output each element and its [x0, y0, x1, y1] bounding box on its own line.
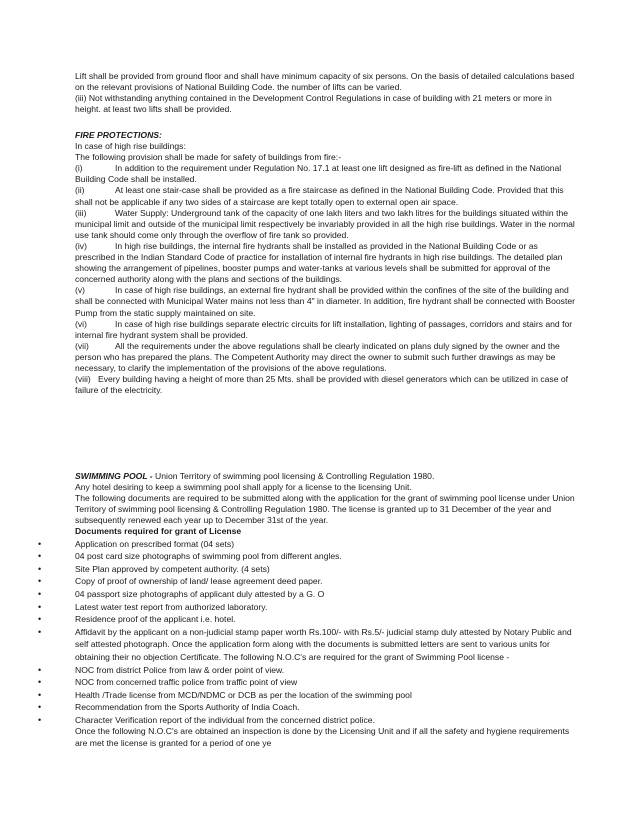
bullet-icon: •: [38, 576, 42, 587]
fire-provision-text: Every building having a height of more than 25 Mts. shall be provided with diesel generators which can be utilized in case of failure of the electricity.: [75, 374, 569, 396]
list-item: [38, 676, 575, 689]
bullet-icon: •: [38, 563, 42, 574]
document-item-text: 04 post card size photographs of swimming pool from different angles.: [75, 551, 342, 562]
fire-provision-text: In case of high rise buildings, an external fire hydrant shall be provided within the confines of the site of the building and shall be connected with Municipal Water mains not less than 4" in diameter. In addition, fire hydrant shall be connected with Booster Pump from the static supply maintained on site.: [75, 285, 576, 318]
fire-intro-line-2: The following provision shall be made for safety of buildings from fire:-: [75, 152, 342, 163]
document-item-text: Character Verification report of the individual from the concerned district police.: [75, 714, 375, 725]
fire-provision-number: (viii): [75, 374, 91, 385]
swimming-pool-heading: SWIMMING POOL -: [75, 471, 153, 481]
fire-provision-number: (v): [75, 285, 86, 296]
list-item: [38, 538, 575, 551]
bullet-icon: •: [38, 626, 42, 637]
bullet-icon: •: [38, 702, 42, 713]
fire-provision-item: [75, 163, 575, 185]
fire-protections-heading: FIRE PROTECTIONS:: [75, 130, 162, 140]
fire-provision-item: [75, 241, 575, 285]
fire-provision-text: Water Supply: Underground tank of the capacity of one lakh liters and two lakh litres for the buildings situated within the municipal limit and outside of the municipal limit respectively be invariably provided in all the high rise buildings. Water in the normal use tank should come only through the overflow of fire tank so provided.: [75, 207, 575, 240]
swimming-pool-closing: Once the following N.O.C's are obtained an inspection is done by the Licensing Unit and if all the safety and hygiene requirements are met the license is granted for a period of one ye: [75, 726, 570, 748]
lifts-paragraph-1: Lift shall be provided from ground floor and shall have minimum capacity of six persons. On the basis of detailed calculations based on the relevant provisions of National Building Code. the number of lifts can be varied.: [75, 71, 575, 93]
bullet-icon: •: [38, 677, 42, 688]
fire-provision-item: [75, 341, 575, 374]
swimming-pool-line-1: Any hotel desiring to keep a swimming pool shall apply for a license to the licensing Unit.: [75, 482, 412, 493]
fire-provision-number: (iv): [75, 240, 87, 251]
fire-provision-number: (i): [75, 163, 83, 174]
fire-provision-item: [75, 185, 575, 207]
document-item-text: Latest water test report from authorized laboratory.: [75, 601, 268, 612]
fire-intro-line-1: In case of high rise buildings:: [75, 141, 186, 152]
list-item: [38, 689, 575, 702]
lifts-paragraph-2: (iii) Not withstanding anything contained in the Development Control Regulations in case of building with 21 meters or more in height. at least two lifts shall be provided.: [75, 93, 552, 115]
swimming-pool-line-2: The following documents are required to be submitted along with the application for the grant of swimming pool license under Union Territory of swimming pool licensing & Controlling Regulation 1980. The license is granted up to 31 December of the year and subsequently renewed each year up to December 31st of the year.: [75, 493, 575, 526]
fire-provision-text: In addition to the requirement under Regulation No. 17.1 at least one lift designed as fire-lift as defined in the National Building Code shall be installed.: [75, 163, 562, 185]
fire-provision-item: [75, 208, 575, 241]
bullet-icon: •: [38, 538, 42, 549]
document-item-text: Residence proof of the applicant i.e. hotel.: [75, 614, 236, 625]
fire-provisions-list: [75, 163, 575, 407]
fire-protections-section: [75, 130, 575, 407]
section-spacer: [75, 396, 575, 407]
fire-provision-text: All the requirements under the above regulations shall be clearly indicated on plans duly signed by the owner and the person who has prepared the plans. The Competent Authority may direct the owner to submit such further drawings as may be necessary, to clarify the implementation of the provisions of the above regulations.: [75, 340, 560, 373]
document-item-text: Recommendation from the Sports Authority of India Coach.: [75, 702, 300, 713]
list-item: [38, 613, 575, 626]
fire-provision-number: (vii): [75, 340, 89, 351]
swimming-pool-regulation: Union Territory of swimming pool licensing & Controlling Regulation 1980.: [152, 471, 435, 481]
fire-provision-item: [75, 319, 575, 341]
swimming-pool-intro: [75, 471, 575, 482]
fire-provision-number: (ii): [75, 185, 85, 196]
list-item: [38, 563, 575, 576]
fire-provision-number: (iii): [75, 207, 87, 218]
bullet-icon: •: [38, 614, 42, 625]
fire-provision-number: (vi): [75, 318, 87, 329]
documents-required-heading: Documents required for grant of License: [75, 526, 242, 537]
bullet-icon: •: [38, 551, 42, 562]
list-item: [38, 550, 575, 563]
documents-list: [38, 538, 575, 727]
fire-provision-text: At least one stair-case shall be provided as a fire staircase as defined in the National Building Code. Provided that this shall not be applicable if any two sides of a staircase are kept totally open to external open air space.: [75, 185, 564, 207]
swimming-pool-section: [38, 471, 575, 749]
fire-provision-item: [75, 374, 575, 396]
document-item-text: NOC from concerned traffic police from traffic point of view: [75, 677, 298, 688]
document-item-text: Health /Trade license from MCD/NDMC or DCB as per the location of the swimming pool: [75, 689, 412, 700]
document-item-text: Copy of proof of ownership of land/ lease agreement deed paper.: [75, 576, 323, 587]
bullet-icon: •: [38, 664, 42, 675]
bullet-icon: •: [38, 588, 42, 599]
bullet-icon: •: [38, 689, 42, 700]
fire-provision-text: In case of high rise buildings separate electric circuits for lift installation, lighting of passages, corridors and stairs and for internal fire hydrant system shall be provided.: [75, 318, 573, 340]
list-item: [38, 626, 575, 664]
list-item: [38, 701, 575, 714]
fire-provision-text: In high rise buildings, the internal fire hydrants shall be installed as provided in the National Building Code or as prescribed in the Indian Standard Code of practice for installation of internal fire hydrants in high rise buildings. The detailed plan showing the arrangement of pipelines, booster pumps and water-tanks at various levels shall be submitted for approval of the concerned authority along with the plans and sections of the buildings.: [75, 240, 563, 285]
list-item: [38, 588, 575, 601]
fire-provision-item: [75, 285, 575, 318]
list-item: [38, 664, 575, 677]
bullet-icon: •: [38, 714, 42, 725]
lifts-section: [75, 71, 575, 115]
document-item-text: NOC from district Police from law & order point of view.: [75, 664, 285, 675]
document-item-text: Application on prescribed format (04 sets): [75, 538, 235, 549]
document-item-text: Site Plan approved by competent authority. (4 sets): [75, 563, 270, 574]
document-item-text: Affidavit by the applicant on a non-judicial stamp paper worth Rs.100/- with Rs.5/- judicial stamp duly attested by Notary Public and self attested photograph. Once the application form along with the documents is submitted letters are sent to various units for obtaining their no objection Certificate. The following N.O.C's are required for the grant of Swimming Pool license -: [75, 626, 572, 662]
list-item: [38, 601, 575, 614]
list-item: [38, 714, 575, 727]
list-item: [38, 575, 575, 588]
bullet-icon: •: [38, 601, 42, 612]
document-item-text: 04 passport size photographs of applicant duly attested by a G. O: [75, 588, 325, 599]
